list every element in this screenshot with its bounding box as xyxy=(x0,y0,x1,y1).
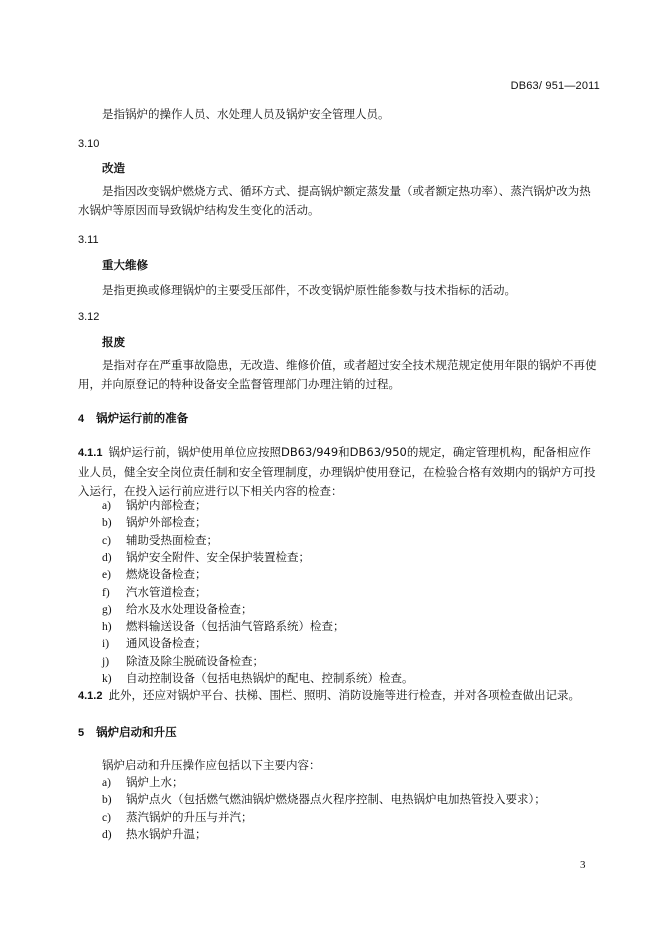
list-4-1-1-item-marker: h) xyxy=(102,621,112,634)
list-4-1-1-item xyxy=(102,497,207,514)
list-5-item xyxy=(102,774,184,791)
list-4-1-1-item xyxy=(102,618,345,635)
list-4-1-1-item-text: 通风设备检查； xyxy=(126,636,207,651)
list-5-item-marker: a) xyxy=(102,777,111,789)
section-4-title: 锅炉运行前的准备 xyxy=(96,411,189,425)
definition-3-11: 是指更换或修理锅炉的主要受压部件，不改变锅炉原性能参数与技术指标的活动。 xyxy=(102,283,516,297)
list-4-1-1-item-marker: c) xyxy=(102,534,111,547)
list-4-1-1-item-marker: j) xyxy=(102,655,110,668)
list-4-1-1-item-marker: a) xyxy=(102,500,111,512)
list-4-1-1-item-marker: f) xyxy=(102,586,110,599)
term-3-10: 改造 xyxy=(102,161,125,175)
clause-number-4-1-1: 4.1.1 xyxy=(78,447,103,459)
list-4-1-1-item-text: 自动控制设备（包括电热锅炉的配电、控制系统）检查。 xyxy=(126,671,414,685)
section-5-title: 锅炉启动和升压 xyxy=(96,725,177,739)
definition-3-9: 是指锅炉的操作人员、水处理人员及锅炉安全管理人员。 xyxy=(102,107,390,121)
section-4-number: 4 xyxy=(78,413,85,425)
clause-number-3-12: 3.12 xyxy=(78,311,100,323)
list-5-item-text: 热水锅炉升温； xyxy=(126,826,207,841)
list-5-item-marker: b) xyxy=(102,794,112,807)
list-4-1-1-item-marker: d) xyxy=(102,551,112,564)
clause-number-3-11: 3.11 xyxy=(78,234,99,246)
list-4-1-1-item-marker: g) xyxy=(102,603,112,616)
list-5-item-text: 锅炉上水； xyxy=(126,775,184,789)
list-4-1-1-item-text: 燃烧设备检查； xyxy=(126,567,207,582)
list-4-1-1-item-text: 汽水管道检查； xyxy=(126,584,207,599)
page-number: 3 xyxy=(580,859,586,871)
list-4-1-1-item xyxy=(102,601,253,618)
list-4-1-1-item xyxy=(102,514,207,531)
list-4-1-1-item-text: 辅助受热面检查； xyxy=(126,532,218,547)
list-5-item-text: 蒸汽锅炉的升压与并汽； xyxy=(126,809,253,824)
list-5-item xyxy=(102,791,546,808)
clause-4-1-1-text: 锅炉运行前，锅炉使用单位应按照DB63/949和DB63/950的规定，确定管理机构，配备相应作业人员，健全安全岗位责任制和安全管理制度，办理锅炉使用登记，在检验合格有效期内的锅炉方可投入运行，在投入运行前应进行以下相关内容的检查： xyxy=(78,445,596,498)
clause-4-1-2 xyxy=(78,687,580,704)
term-3-11: 重大维修 xyxy=(102,258,148,272)
list-4-1-1-item-text: 除渣及除尘脱硫设备检查； xyxy=(126,653,264,668)
list-4-1-1-item-text: 锅炉外部检查； xyxy=(126,515,207,530)
clause-number-3-10: 3.10 xyxy=(78,138,100,150)
clause-4-1-1 xyxy=(78,443,600,501)
list-4-1-1-item-marker: k) xyxy=(102,673,112,685)
list-4-1-1-item xyxy=(102,670,414,687)
list-4-1-1-item-marker: i) xyxy=(102,638,110,651)
list-4-1-1-item xyxy=(102,653,264,670)
section-5-intro: 锅炉启动和升压操作应包括以下主要内容： xyxy=(102,758,321,772)
list-5-item-marker: d) xyxy=(102,828,112,841)
list-5-item xyxy=(102,826,207,843)
list-5-item-marker: c) xyxy=(102,811,111,824)
standard-code: DB63/ 951—2011 xyxy=(510,80,600,92)
term-3-12: 报废 xyxy=(102,335,125,349)
list-4-1-1-item-marker: b) xyxy=(102,517,112,530)
list-4-1-1-item-text: 锅炉内部检查； xyxy=(126,498,207,512)
definition-3-12: 是指对存在严重事故隐患，无改造、维修价值，或者超过安全技术规范规定使用年限的锅炉不再使用，并向原登记的特种设备安全监督管理部门办理注销的过程。 xyxy=(78,358,597,391)
clause-4-1-2-text: 此外，还应对锅炉平台、扶梯、围栏、照明、消防设施等进行检查，并对各项检查做出记录。 xyxy=(108,688,580,702)
list-4-1-1-item xyxy=(102,532,218,549)
list-5-item xyxy=(102,809,253,826)
list-4-1-1-item xyxy=(102,584,207,601)
list-4-1-1-item xyxy=(102,566,207,583)
list-4-1-1-item-text: 锅炉安全附件、安全保护装置检查； xyxy=(126,549,310,564)
list-4-1-1-item xyxy=(102,549,310,566)
section-5-number: 5 xyxy=(78,727,85,739)
list-5-item-text: 锅炉点火（包括燃气燃油锅炉燃烧器点火程序控制、电热锅炉电加热管投入要求）； xyxy=(126,792,546,807)
list-4-1-1-item-text: 燃料输送设备（包括油气管路系统）检查； xyxy=(126,619,345,634)
definition-3-10: 是指因改变锅炉燃烧方式、循环方式、提高锅炉额定蒸发量（或者额定热功率）、蒸汽锅炉改为热水锅炉等原因而导致锅炉结构发生变化的活动。 xyxy=(78,184,591,217)
list-4-1-1-item xyxy=(102,635,207,652)
section-5-heading xyxy=(78,724,177,741)
list-4-1-1-item-marker: e) xyxy=(102,569,111,582)
section-4-heading xyxy=(78,410,188,427)
clause-number-4-1-2: 4.1.2 xyxy=(78,690,103,702)
list-4-1-1-item-text: 给水及水处理设备检查； xyxy=(126,601,253,616)
